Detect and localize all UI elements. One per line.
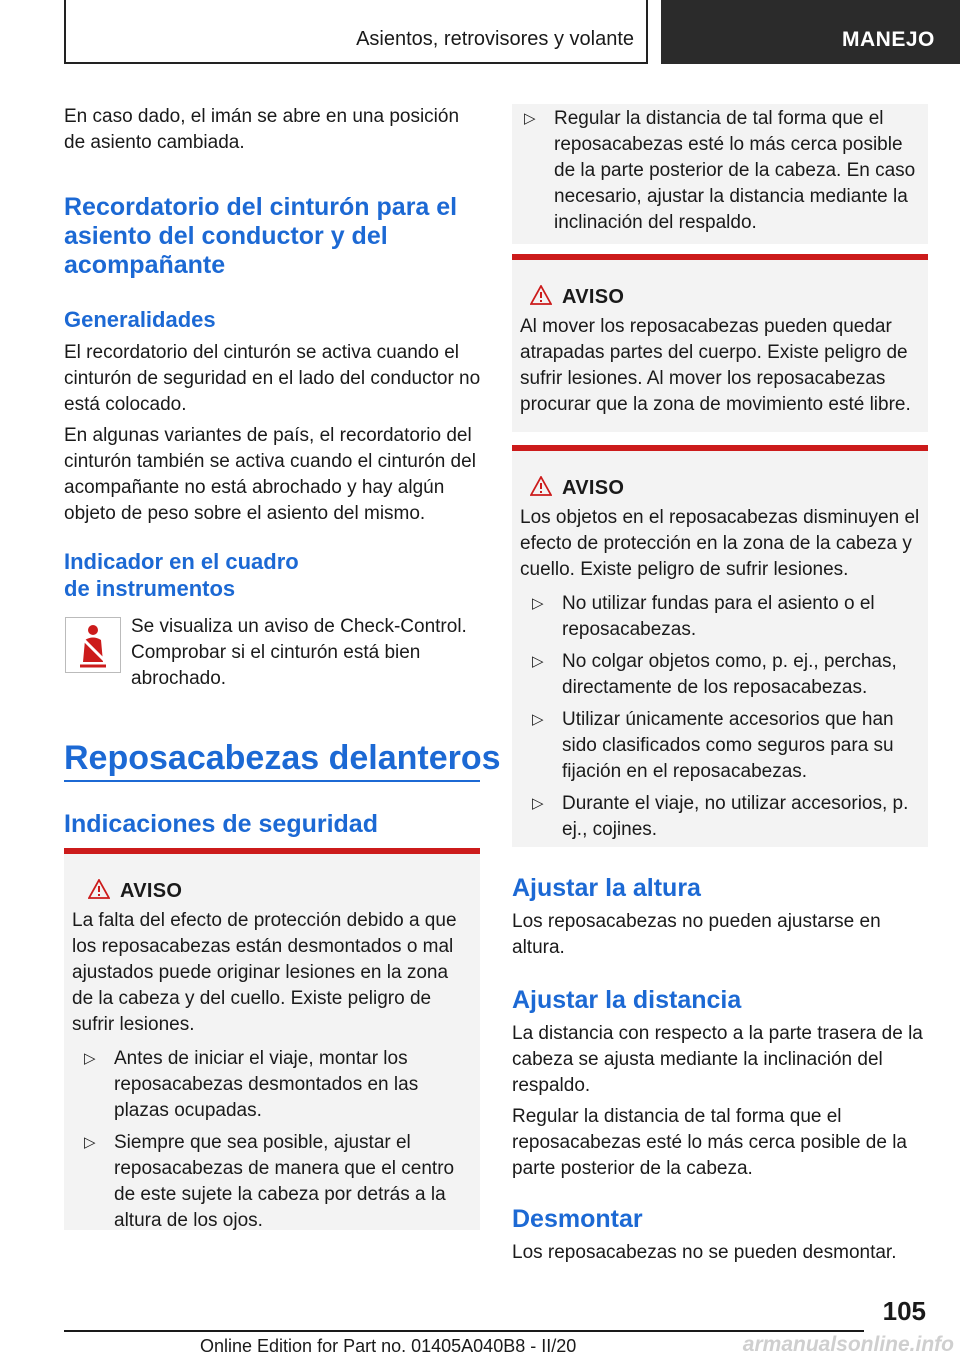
height-heading: Ajustar la altura — [512, 874, 701, 902]
general-paragraph-1: El recordatorio del cinturón se activa cuando el cinturón de seguridad en el lado del conductor no está colocado. — [64, 342, 481, 415]
indicator-text: Se visualiza un aviso de Check-Control. Comprobar si el cinturón está bien abrochado. — [131, 616, 467, 689]
warning-box-3 — [512, 445, 928, 847]
triangle-right-icon: ▷ — [532, 653, 544, 670]
remove-text: Los reposacabezas no se pueden desmontar. — [512, 1242, 897, 1263]
list-item — [520, 791, 920, 843]
warning-triangle-icon — [530, 285, 552, 305]
triangle-right-icon: ▷ — [524, 110, 536, 127]
triangle-right-icon: ▷ — [532, 795, 544, 812]
intro-paragraph: En caso dado, el imán se abre en una posición de asiento cambiada. — [64, 106, 460, 153]
warning-label: AVISO — [120, 880, 183, 902]
warning-triangle-icon — [88, 879, 110, 899]
warning-box-1 — [64, 848, 480, 1230]
belt-reminder-heading: Recordatorio del cinturón para el asiento del conductor y del acompañante — [64, 193, 458, 279]
warning-triangle-icon — [530, 476, 552, 496]
list-item-text: No colgar objetos como, p. ej., perchas, directamente de los reposacabezas. — [562, 651, 897, 698]
triangle-right-icon: ▷ — [532, 595, 544, 612]
height-text: Los reposacabezas no pueden ajustarse en altura. — [512, 911, 881, 958]
indicator-heading — [64, 548, 299, 602]
warning-text-1: La falta del efecto de protección debido a que los reposacabezas están desmontados o mal ajustados puede originar lesiones en la zona de la cabeza y del cuello. Existe peligro de sufrir lesiones. — [72, 910, 457, 1035]
warning-box-2 — [512, 254, 928, 432]
triangle-right-icon: ▷ — [84, 1050, 96, 1067]
list-item-text: Antes de iniciar el viaje, montar los reposacabezas desmontados en las plazas ocupadas. — [114, 1048, 419, 1121]
seatbelt-reminder-icon — [65, 617, 121, 673]
general-paragraph-2: En algunas variantes de país, el recordatorio del cinturón también se activa cuando el cinturón del acompañante no está abrochado y hay algún objeto de peso sobre el asiento del mismo. — [64, 425, 476, 524]
distance-heading: Ajustar la distancia — [512, 986, 742, 1014]
warning-text-2: Al mover los reposacabezas pueden quedar atrapadas partes del cuerpo. Existe peligro de sufrir lesiones. Al mover los reposacabezas procurar que la zona de movimiento esté libre. — [520, 316, 911, 415]
page-header-frame — [64, 0, 648, 64]
warning-title-1 — [72, 878, 472, 904]
list-item-text: Utilizar únicamente accesorios que han sido clasificados como seguros para su fijación en el reposacabezas. — [562, 709, 894, 782]
safety-heading: Indicaciones de seguridad — [64, 810, 378, 838]
heading-underline — [64, 780, 480, 782]
page-number: 105 — [882, 1296, 926, 1326]
list-item — [512, 106, 920, 236]
list-item-text: No utilizar fundas para el asiento o el reposacabezas. — [562, 593, 875, 640]
list-item-text: Regular la distancia de tal forma que el reposacabezas esté lo más cerca posible de la parte posterior de la cabeza. En caso necesario, ajustar la distancia mediante la inclinación del respaldo. — [554, 108, 916, 233]
chapter-tab: MANEJO — [661, 0, 960, 64]
list-item-text: Durante el viaje, no utilizar accesorios, p. ej., cojines. — [562, 793, 909, 840]
warning-label: AVISO — [562, 286, 625, 308]
footer-rule — [64, 1330, 864, 1332]
triangle-right-icon: ▷ — [84, 1134, 96, 1151]
edition-note: Online Edition for Part no. 01405A040B8 - II/20 — [200, 1336, 577, 1356]
remove-heading: Desmontar — [512, 1205, 643, 1233]
warning-text-3: Los objetos en el reposacabezas disminuyen el efecto de protección en la zona de la cabeza y cuello. Existe peligro de sufrir lesiones. — [520, 507, 920, 580]
list-item — [520, 591, 920, 643]
list-item-text: Siempre que sea posible, ajustar el reposacabezas de manera que el centro de este sujete la cabeza por detrás a la altura de los ojos. — [114, 1132, 455, 1231]
list-item — [72, 1130, 472, 1234]
list-item — [520, 649, 920, 701]
warning-label: AVISO — [562, 477, 625, 499]
watermark: armanualsonline.info — [742, 1333, 954, 1356]
distance-paragraph-2: Regular la distancia de tal forma que el reposacabezas esté lo más cerca posible de la parte posterior de la cabeza. — [512, 1106, 908, 1179]
list-item — [72, 1046, 472, 1124]
info-box — [512, 104, 928, 244]
general-heading: Generalidades — [64, 307, 216, 332]
triangle-right-icon: ▷ — [532, 711, 544, 728]
main-heading: Reposacabezas delanteros — [64, 739, 501, 777]
section-title: Asientos, retrovisores y volante — [356, 28, 634, 50]
list-item — [520, 707, 920, 785]
warning-title-2 — [520, 284, 920, 310]
warning-title-3 — [520, 475, 920, 501]
indicator-heading-line-1: Indicador en el cuadro — [64, 549, 299, 574]
distance-paragraph-1: La distancia con respecto a la parte trasera de la cabeza se ajusta mediante la inclinación del respaldo. — [512, 1023, 923, 1096]
indicator-heading-line-2: de instrumentos — [64, 576, 236, 601]
